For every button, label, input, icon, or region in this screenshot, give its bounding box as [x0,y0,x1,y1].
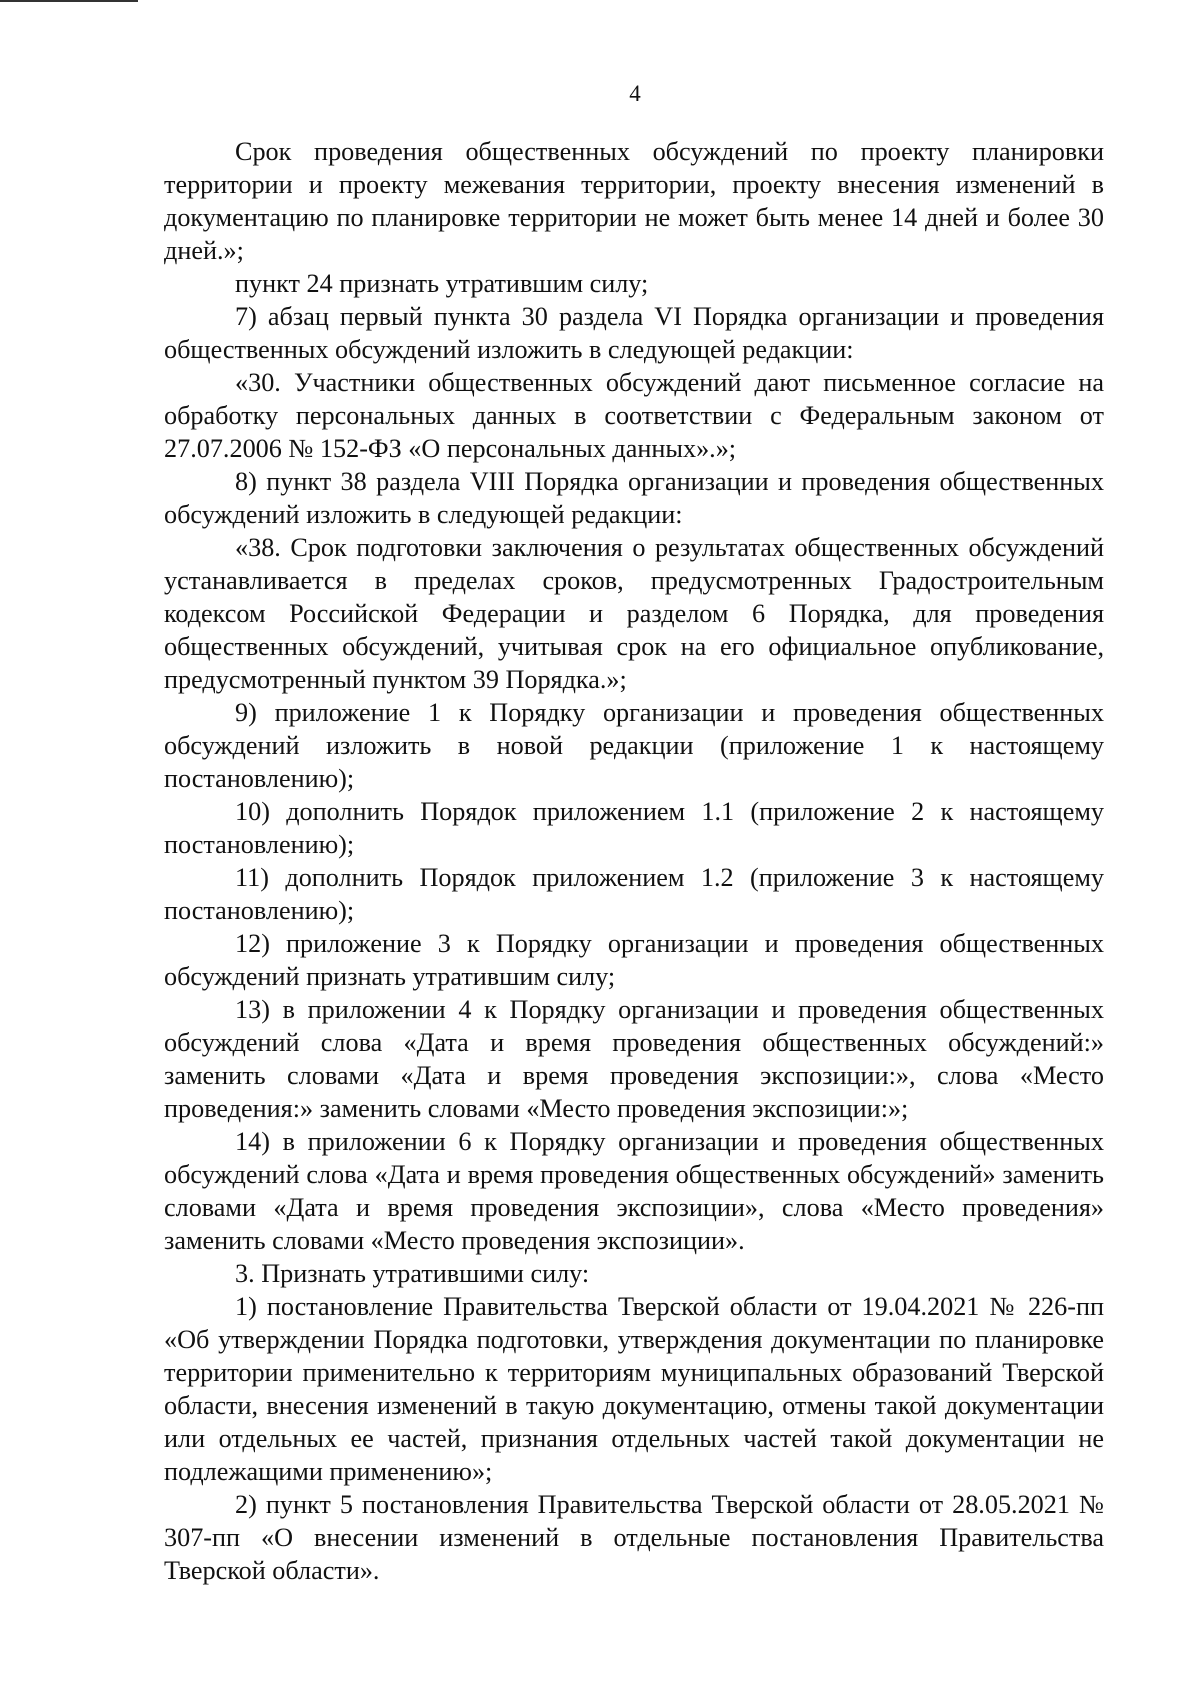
paragraph-4: «30. Участники общественных обсуждений дают письменное согласие на обработку персональных данных в соответствии с Федеральным законом от 27.07.2006 № 152-ФЗ «О персональных данных».»; [164,368,1104,463]
page-number: 4 [629,81,641,106]
document-body [164,135,1104,1587]
paragraph-13: 3. Признать утратившими силу: [235,1259,590,1288]
paragraph-1: Срок проведения общественных обсуждений по проекту планировки территории и проекту межевания территории, проекту внесения изменений в документацию по планировке территории не может быть менее 14 дней и более 30 дней.»; [164,137,1104,265]
paragraph-9: 11) дополнить Порядок приложением 1.2 (приложение 3 к настоящему постановлению); [164,863,1104,925]
paragraph-11: 13) в приложении 4 к Порядку организации и проведения общественных обсуждений слова «Дата и время проведения общественных обсуждений:» заменить словами «Дата и время проведения экспозиции:», слова «Место проведения:» заменить словами «Место проведения экспозиции:»; [164,995,1104,1123]
paragraph-6: «38. Срок подготовки заключения о результатах общественных обсуждений устанавливается в пределах сроков, предусмотренных Градостроительным кодексом Российской Федерации и разделом 6 Порядка, для проведения общественных обсуждений, учитывая срок на его официальное опубликование, предусмотренный пунктом 39 Порядка.»; [164,533,1104,694]
paragraph-10: 12) приложение 3 к Порядку организации и проведения общественных обсуждений признать утратившим силу; [164,929,1104,991]
paragraph-2: пункт 24 признать утратившим силу; [235,269,649,298]
paragraph-7: 9) приложение 1 к Порядку организации и проведения общественных обсуждений изложить в новой редакции (приложение 1 к настоящему постановлению); [164,698,1104,793]
paragraph-14: 1) постановление Правительства Тверской области от 19.04.2021 № 226-пп «Об утверждении Порядка подготовки, утверждения документации по планировке территории применительно к территориям муниципальных образований Тверской области, внесения изменений в такую документацию, отмены такой документации или отдельных ее частей, признания отдельных частей такой документации не подлежащими применению»; [164,1292,1104,1486]
paragraph-5: 8) пункт 38 раздела VIII Порядка организации и проведения общественных обсуждений изложить в следующей редакции: [164,467,1104,529]
scan-edge-line [0,0,138,2]
paragraph-12: 14) в приложении 6 к Порядку организации и проведения общественных обсуждений слова «Дата и время проведения общественных обсуждений» заменить словами «Дата и время проведения экспозиции», слова «Место проведения» заменить словами «Место проведения экспозиции». [164,1127,1104,1255]
paragraph-8: 10) дополнить Порядок приложением 1.1 (приложение 2 к настоящему постановлению); [164,797,1104,859]
paragraph-3: 7) абзац первый пункта 30 раздела VI Порядка организации и проведения общественных обсуждений изложить в следующей редакции: [164,302,1104,364]
paragraph-15: 2) пункт 5 постановления Правительства Тверской области от 28.05.2021 № 307-пп «О внесении изменений в отдельные постановления Правительства Тверской области». [164,1490,1104,1585]
